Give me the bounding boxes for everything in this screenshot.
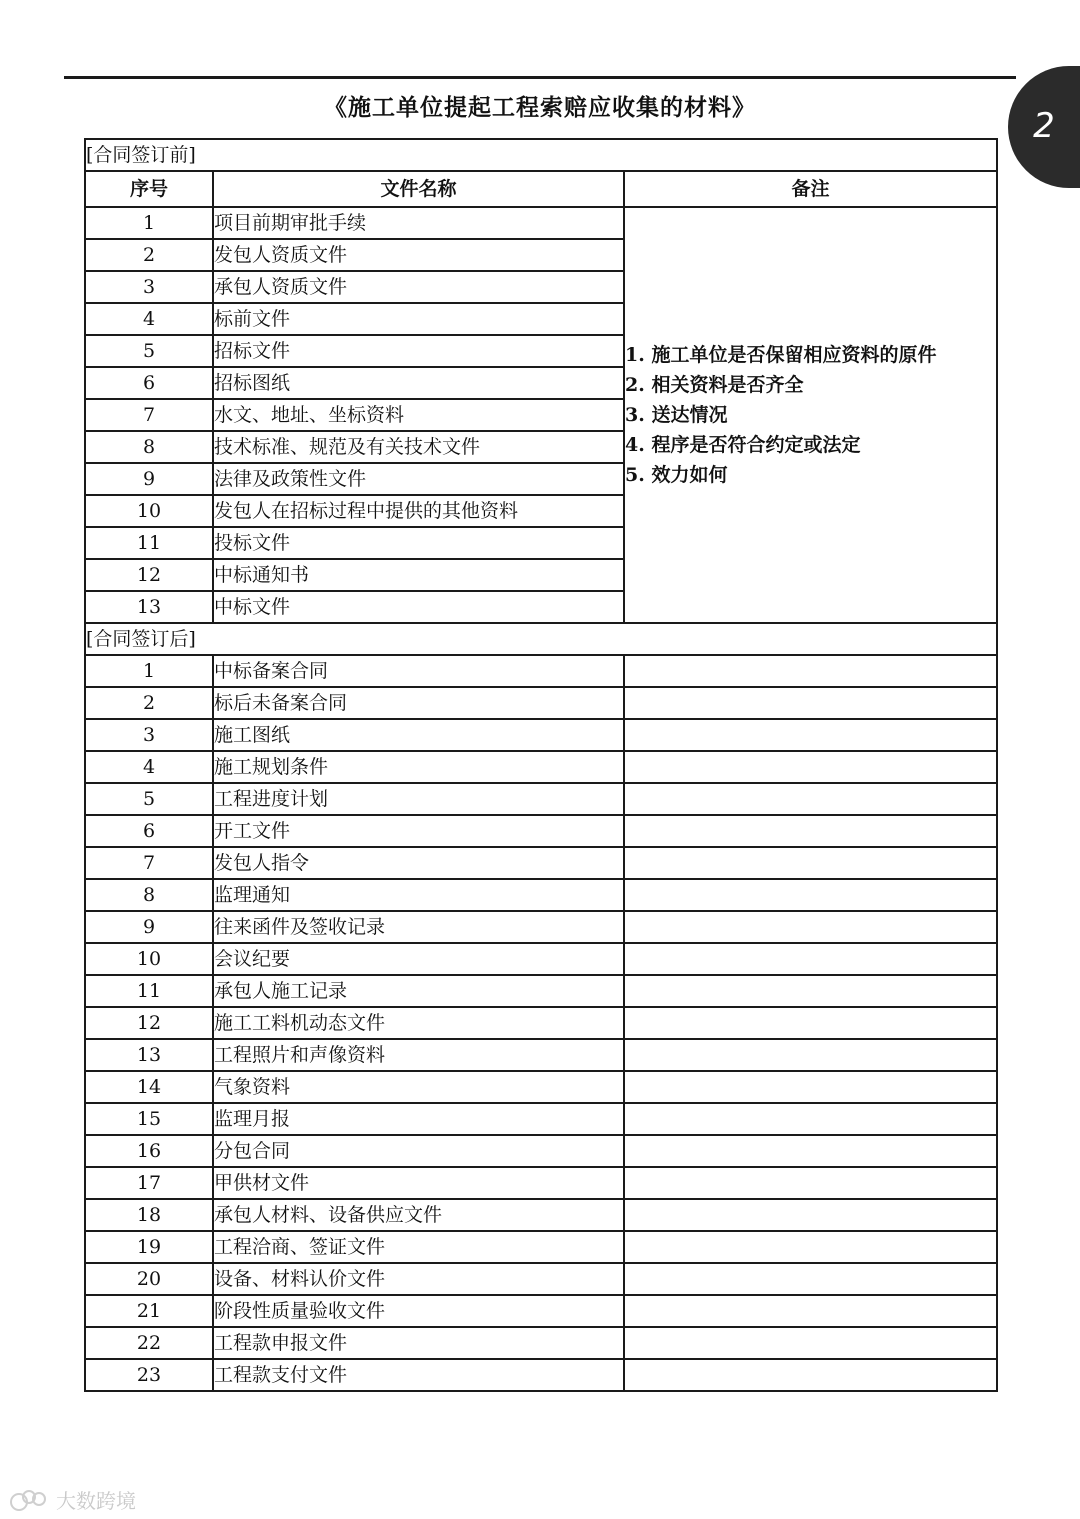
row-number: 1 [85, 655, 213, 687]
row-file-name: 工程进度计划 [213, 783, 624, 815]
row-remarks [624, 1231, 997, 1263]
row-number: 4 [85, 303, 213, 335]
row-number: 19 [85, 1231, 213, 1263]
table-row [85, 1359, 997, 1391]
row-file-name: 中标通知书 [213, 559, 624, 591]
row-number: 13 [85, 1039, 213, 1071]
row-remarks [624, 1295, 997, 1327]
row-remarks [624, 1199, 997, 1231]
row-number: 9 [85, 911, 213, 943]
row-file-name: 发包人指令 [213, 847, 624, 879]
row-number: 5 [85, 335, 213, 367]
row-number: 10 [85, 943, 213, 975]
row-file-name: 工程洽商、签证文件 [213, 1231, 624, 1263]
row-number: 9 [85, 463, 213, 495]
row-remarks [624, 1007, 997, 1039]
row-number: 12 [85, 1007, 213, 1039]
row-number: 1 [85, 207, 213, 239]
row-remarks [624, 1167, 997, 1199]
top-rule [64, 76, 1016, 79]
row-remarks [624, 1135, 997, 1167]
row-file-name: 技术标准、规范及有关技术文件 [213, 431, 624, 463]
row-file-name: 中标文件 [213, 591, 624, 623]
table-row [85, 1231, 997, 1263]
row-file-name: 发包人在招标过程中提供的其他资料 [213, 495, 624, 527]
row-file-name: 法律及政策性文件 [213, 463, 624, 495]
row-file-name: 标后未备案合同 [213, 687, 624, 719]
row-number: 16 [85, 1135, 213, 1167]
row-remarks [624, 1039, 997, 1071]
row-file-name: 项目前期审批手续 [213, 207, 624, 239]
row-file-name: 施工图纸 [213, 719, 624, 751]
row-number: 8 [85, 431, 213, 463]
row-remarks [624, 1103, 997, 1135]
remark-line: 5. 效力如何 [625, 464, 728, 486]
table-row [85, 207, 997, 239]
row-number: 6 [85, 367, 213, 399]
remark-line: 1. 施工单位是否保留相应资料的原件 [625, 344, 937, 366]
table-row [85, 1007, 997, 1039]
row-number: 2 [85, 687, 213, 719]
table-row [85, 1263, 997, 1295]
row-number: 3 [85, 271, 213, 303]
row-file-name: 水文、地址、坐标资料 [213, 399, 624, 431]
row-remarks [624, 975, 997, 1007]
table-row [85, 783, 997, 815]
row-file-name: 工程照片和声像资料 [213, 1039, 624, 1071]
row-file-name: 招标文件 [213, 335, 624, 367]
row-remarks [624, 751, 997, 783]
row-remarks [624, 815, 997, 847]
row-file-name: 施工规划条件 [213, 751, 624, 783]
row-remarks [624, 943, 997, 975]
row-number: 22 [85, 1327, 213, 1359]
table-row [85, 911, 997, 943]
row-file-name: 气象资料 [213, 1071, 624, 1103]
row-remarks [624, 1071, 997, 1103]
row-file-name: 监理通知 [213, 879, 624, 911]
row-file-name: 工程款申报文件 [213, 1327, 624, 1359]
section-header-before [85, 139, 997, 171]
table-row [85, 1135, 997, 1167]
table-row [85, 815, 997, 847]
table-row [85, 1327, 997, 1359]
row-number: 23 [85, 1359, 213, 1391]
row-file-name: 标前文件 [213, 303, 624, 335]
column-header-name: 文件名称 [213, 171, 624, 207]
row-remarks [624, 911, 997, 943]
table-row [85, 1103, 997, 1135]
row-file-name: 发包人资质文件 [213, 239, 624, 271]
page-number: 2 [1033, 106, 1055, 146]
row-file-name: 投标文件 [213, 527, 624, 559]
row-remarks [624, 719, 997, 751]
column-header-remarks: 备注 [624, 171, 997, 207]
remark-line: 2. 相关资料是否齐全 [625, 374, 804, 396]
row-number: 17 [85, 1167, 213, 1199]
remark-line: 4. 程序是否符合约定或法定 [625, 434, 861, 456]
remarks-cell [624, 207, 997, 623]
row-file-name: 往来函件及签收记录 [213, 911, 624, 943]
row-number: 18 [85, 1199, 213, 1231]
column-header-row [85, 171, 997, 207]
table-row [85, 1199, 997, 1231]
row-remarks [624, 655, 997, 687]
row-file-name: 承包人材料、设备供应文件 [213, 1199, 624, 1231]
section-label-after: [合同签订后] [85, 623, 997, 655]
row-number: 15 [85, 1103, 213, 1135]
table-row [85, 975, 997, 1007]
table-row [85, 879, 997, 911]
row-number: 10 [85, 495, 213, 527]
row-remarks [624, 687, 997, 719]
row-number: 12 [85, 559, 213, 591]
row-number: 4 [85, 751, 213, 783]
table-row [85, 847, 997, 879]
row-number: 5 [85, 783, 213, 815]
row-file-name: 承包人施工记录 [213, 975, 624, 1007]
remark-line: 3. 送达情况 [625, 404, 728, 426]
row-remarks [624, 879, 997, 911]
row-file-name: 中标备案合同 [213, 655, 624, 687]
section-label-before: [合同签订前] [85, 139, 997, 171]
watermark-logo-icon [10, 1490, 50, 1512]
materials-table [84, 138, 998, 1392]
table-row [85, 1039, 997, 1071]
row-file-name: 开工文件 [213, 815, 624, 847]
row-remarks [624, 1263, 997, 1295]
column-header-no: 序号 [85, 171, 213, 207]
row-remarks [624, 1359, 997, 1391]
row-number: 21 [85, 1295, 213, 1327]
row-remarks [624, 1327, 997, 1359]
row-number: 13 [85, 591, 213, 623]
row-file-name: 设备、材料认价文件 [213, 1263, 624, 1295]
row-file-name: 招标图纸 [213, 367, 624, 399]
table-row [85, 751, 997, 783]
table-row [85, 1167, 997, 1199]
row-file-name: 分包合同 [213, 1135, 624, 1167]
watermark-text: 大数跨境 [56, 1489, 136, 1513]
row-file-name: 工程款支付文件 [213, 1359, 624, 1391]
table-row [85, 1295, 997, 1327]
row-number: 2 [85, 239, 213, 271]
row-number: 14 [85, 1071, 213, 1103]
row-number: 7 [85, 847, 213, 879]
row-number: 20 [85, 1263, 213, 1295]
row-number: 6 [85, 815, 213, 847]
row-remarks [624, 783, 997, 815]
row-number: 11 [85, 975, 213, 1007]
row-file-name: 承包人资质文件 [213, 271, 624, 303]
row-number: 11 [85, 527, 213, 559]
row-file-name: 甲供材文件 [213, 1167, 624, 1199]
row-remarks [624, 847, 997, 879]
table-row [85, 719, 997, 751]
row-file-name: 监理月报 [213, 1103, 624, 1135]
row-number: 3 [85, 719, 213, 751]
row-file-name: 阶段性质量验收文件 [213, 1295, 624, 1327]
watermark [10, 1486, 136, 1516]
row-number: 8 [85, 879, 213, 911]
document-title: 《施工单位提起工程索赔应收集的材料》 [324, 94, 756, 121]
row-number: 7 [85, 399, 213, 431]
table-row [85, 1071, 997, 1103]
table-row [85, 943, 997, 975]
table-row [85, 687, 997, 719]
section-header-after [85, 623, 997, 655]
table-row [85, 655, 997, 687]
row-file-name: 会议纪要 [213, 943, 624, 975]
row-file-name: 施工工料机动态文件 [213, 1007, 624, 1039]
